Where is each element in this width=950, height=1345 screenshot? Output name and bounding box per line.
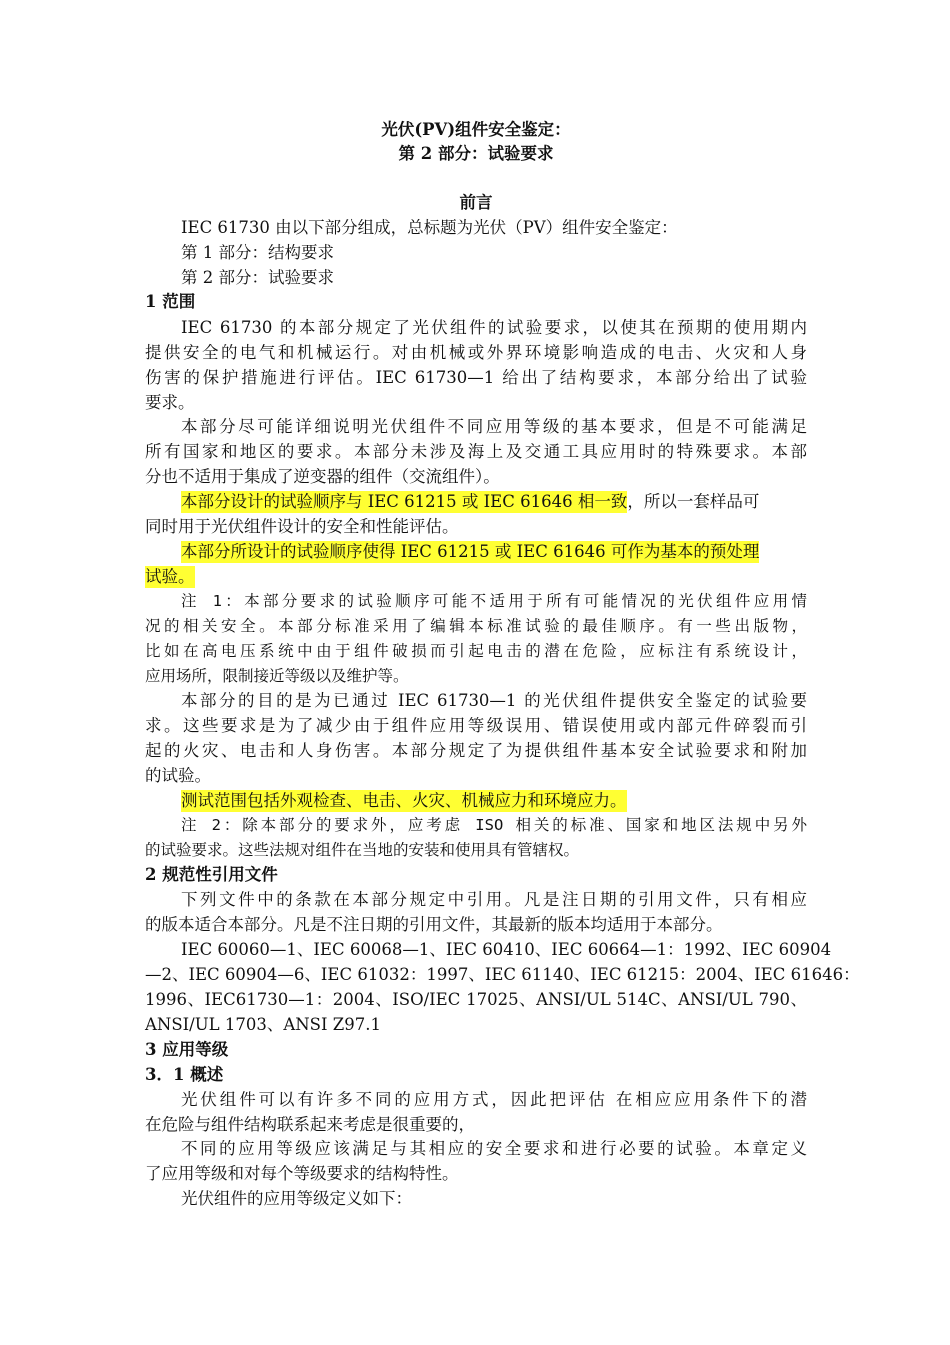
normative-p1-line: 下列文件中的条款在本部分规定中引用。凡是注日期的引用文件，只有相应 xyxy=(181,890,807,909)
highlighted-text: 试验。 xyxy=(145,567,195,586)
scope-p5-line: 本部分的目的是为已通过 IEC 61730—1 的光伏组件提供安全鉴定的试验要 xyxy=(181,691,807,710)
scope-p5-line: 的试验。 xyxy=(145,766,211,785)
doc-title: 光伏(PV)组件安全鉴定： xyxy=(381,120,571,139)
reference-list-line: ANSI/UL 1703、ANSI Z97.1 xyxy=(145,1015,381,1034)
foreword-heading: 前言 xyxy=(459,193,493,212)
scope-p6-line xyxy=(181,788,807,813)
note-2-line: 注 2：除本部分的要求外，应考虑 ISO 相关的标准、国家和地区法规中另外 xyxy=(181,816,807,834)
reference-list-line: —2、IEC 60904—6、IEC 61032：1997、IEC 61140、IEC 61215：2004、IEC 61646： xyxy=(145,965,860,984)
scope-p3-line: 同时用于光伏组件设计的安全和性能评估。 xyxy=(145,517,459,536)
scope-p2-line: 本部分尽可能详细说明光伏组件不同应用等级的基本要求，但是不可能满足 xyxy=(181,417,807,436)
overview-p1-line: 在危险与组件结构联系起来考虑是很重要的， xyxy=(145,1115,475,1134)
doc-subtitle: 第 2 部分：试验要求 xyxy=(398,144,554,163)
foreword-part2: 第 2 部分：试验要求 xyxy=(181,268,334,287)
scope-p5-line: 求。这些要求是为了减少由于组件应用等级误用、错误使用或内部元件碎裂而引 xyxy=(145,716,807,735)
highlighted-text: 测试范围包括外观检查、电击、火灾、机械应力和环境应力。 xyxy=(181,791,627,810)
scope-p1-line: IEC 61730 的本部分规定了光伏组件的试验要求，以使其在预期的使用期内 xyxy=(181,318,807,337)
scope-p4-line xyxy=(145,564,807,589)
highlighted-text: 本部分所设计的试验顺序使得 IEC 61215 或 IEC 61646 可作为基本的预处理 xyxy=(181,542,760,561)
overview-p1-line: 光伏组件可以有许多不同的应用方式，因此把评估 在相应应用条件下的潜 xyxy=(181,1090,807,1109)
note-1-line: 比如在高电压系统中由于组件破损而引起电击的潜在危险，应标注有系统设计， xyxy=(145,642,807,660)
reference-list-line: IEC 60060—1、IEC 60068—1、IEC 60410、IEC 60664—1：1992、IEC 60904 xyxy=(181,940,832,959)
foreword-intro: IEC 61730 由以下部分组成，总标题为光伏（PV）组件安全鉴定： xyxy=(181,218,678,237)
foreword-part1: 第 1 部分：结构要求 xyxy=(181,243,334,262)
section-2-heading: 2 规范性引用文件 xyxy=(145,865,278,884)
overview-p2-line: 不同的应用等级应该满足与其相应的安全要求和进行必要的试验。本章定义 xyxy=(181,1139,807,1158)
note-2-line: 的试验要求。这些法规对组件在当地的安装和使用具有管辖权。 xyxy=(145,841,580,859)
scope-p1-line: 伤害的保护措施进行评估。IEC 61730—1 给出了结构要求，本部分给出了试验 xyxy=(145,368,807,387)
scope-p4-line xyxy=(181,539,807,564)
highlighted-text: 本部分设计的试验顺序与 IEC 61215 或 IEC 61646 相一致 xyxy=(181,492,628,511)
scope-p2-line: 分也不适用于集成了逆变器的组件（交流组件）。 xyxy=(145,467,500,486)
scope-p3-line xyxy=(181,489,807,514)
overview-p3-line: 光伏组件的应用等级定义如下： xyxy=(181,1189,412,1208)
scope-p1-line: 要求。 xyxy=(145,393,195,412)
section-1-heading: 1 范围 xyxy=(145,292,196,311)
note-1-line: 注 1：本部分要求的试验顺序可能不适用于所有可能情况的光伏组件应用情 xyxy=(181,592,807,610)
scope-p5-line: 起的火灾、电击和人身伤害。本部分规定了为提供组件基本安全试验要求和附加 xyxy=(145,741,807,760)
note-1-line: 况的相关安全。本部分标准采用了编辑本标准试验的最佳顺序。有一些出版物， xyxy=(145,617,807,635)
overview-p2-line: 了应用等级和对每个等级要求的结构特性。 xyxy=(145,1164,459,1183)
scope-p1-line: 提供安全的电气和机械运行。对由机械或外界环境影响造成的电击、火灾和人身 xyxy=(145,343,807,362)
note-1-line: 应用场所，限制接近等级以及维护等。 xyxy=(145,667,409,685)
scope-p2-line: 所有国家和地区的要求。本部分未涉及海上及交通工具应用时的特殊要求。本部 xyxy=(145,442,807,461)
scope-p3-rest: ，所以一套样品可 xyxy=(627,492,760,511)
section-3-heading: 3 应用等级 xyxy=(145,1040,229,1059)
section-3-1-heading: 3．1 概述 xyxy=(145,1065,224,1084)
reference-list-line: 1996、IEC61730—1：2004、ISO/IEC 17025、ANSI/UL 514C、ANSI/UL 790、 xyxy=(145,990,807,1009)
normative-p1-line: 的版本适合本部分。凡是不注日期的引用文件，其最新的版本均适用于本部分。 xyxy=(145,915,723,934)
